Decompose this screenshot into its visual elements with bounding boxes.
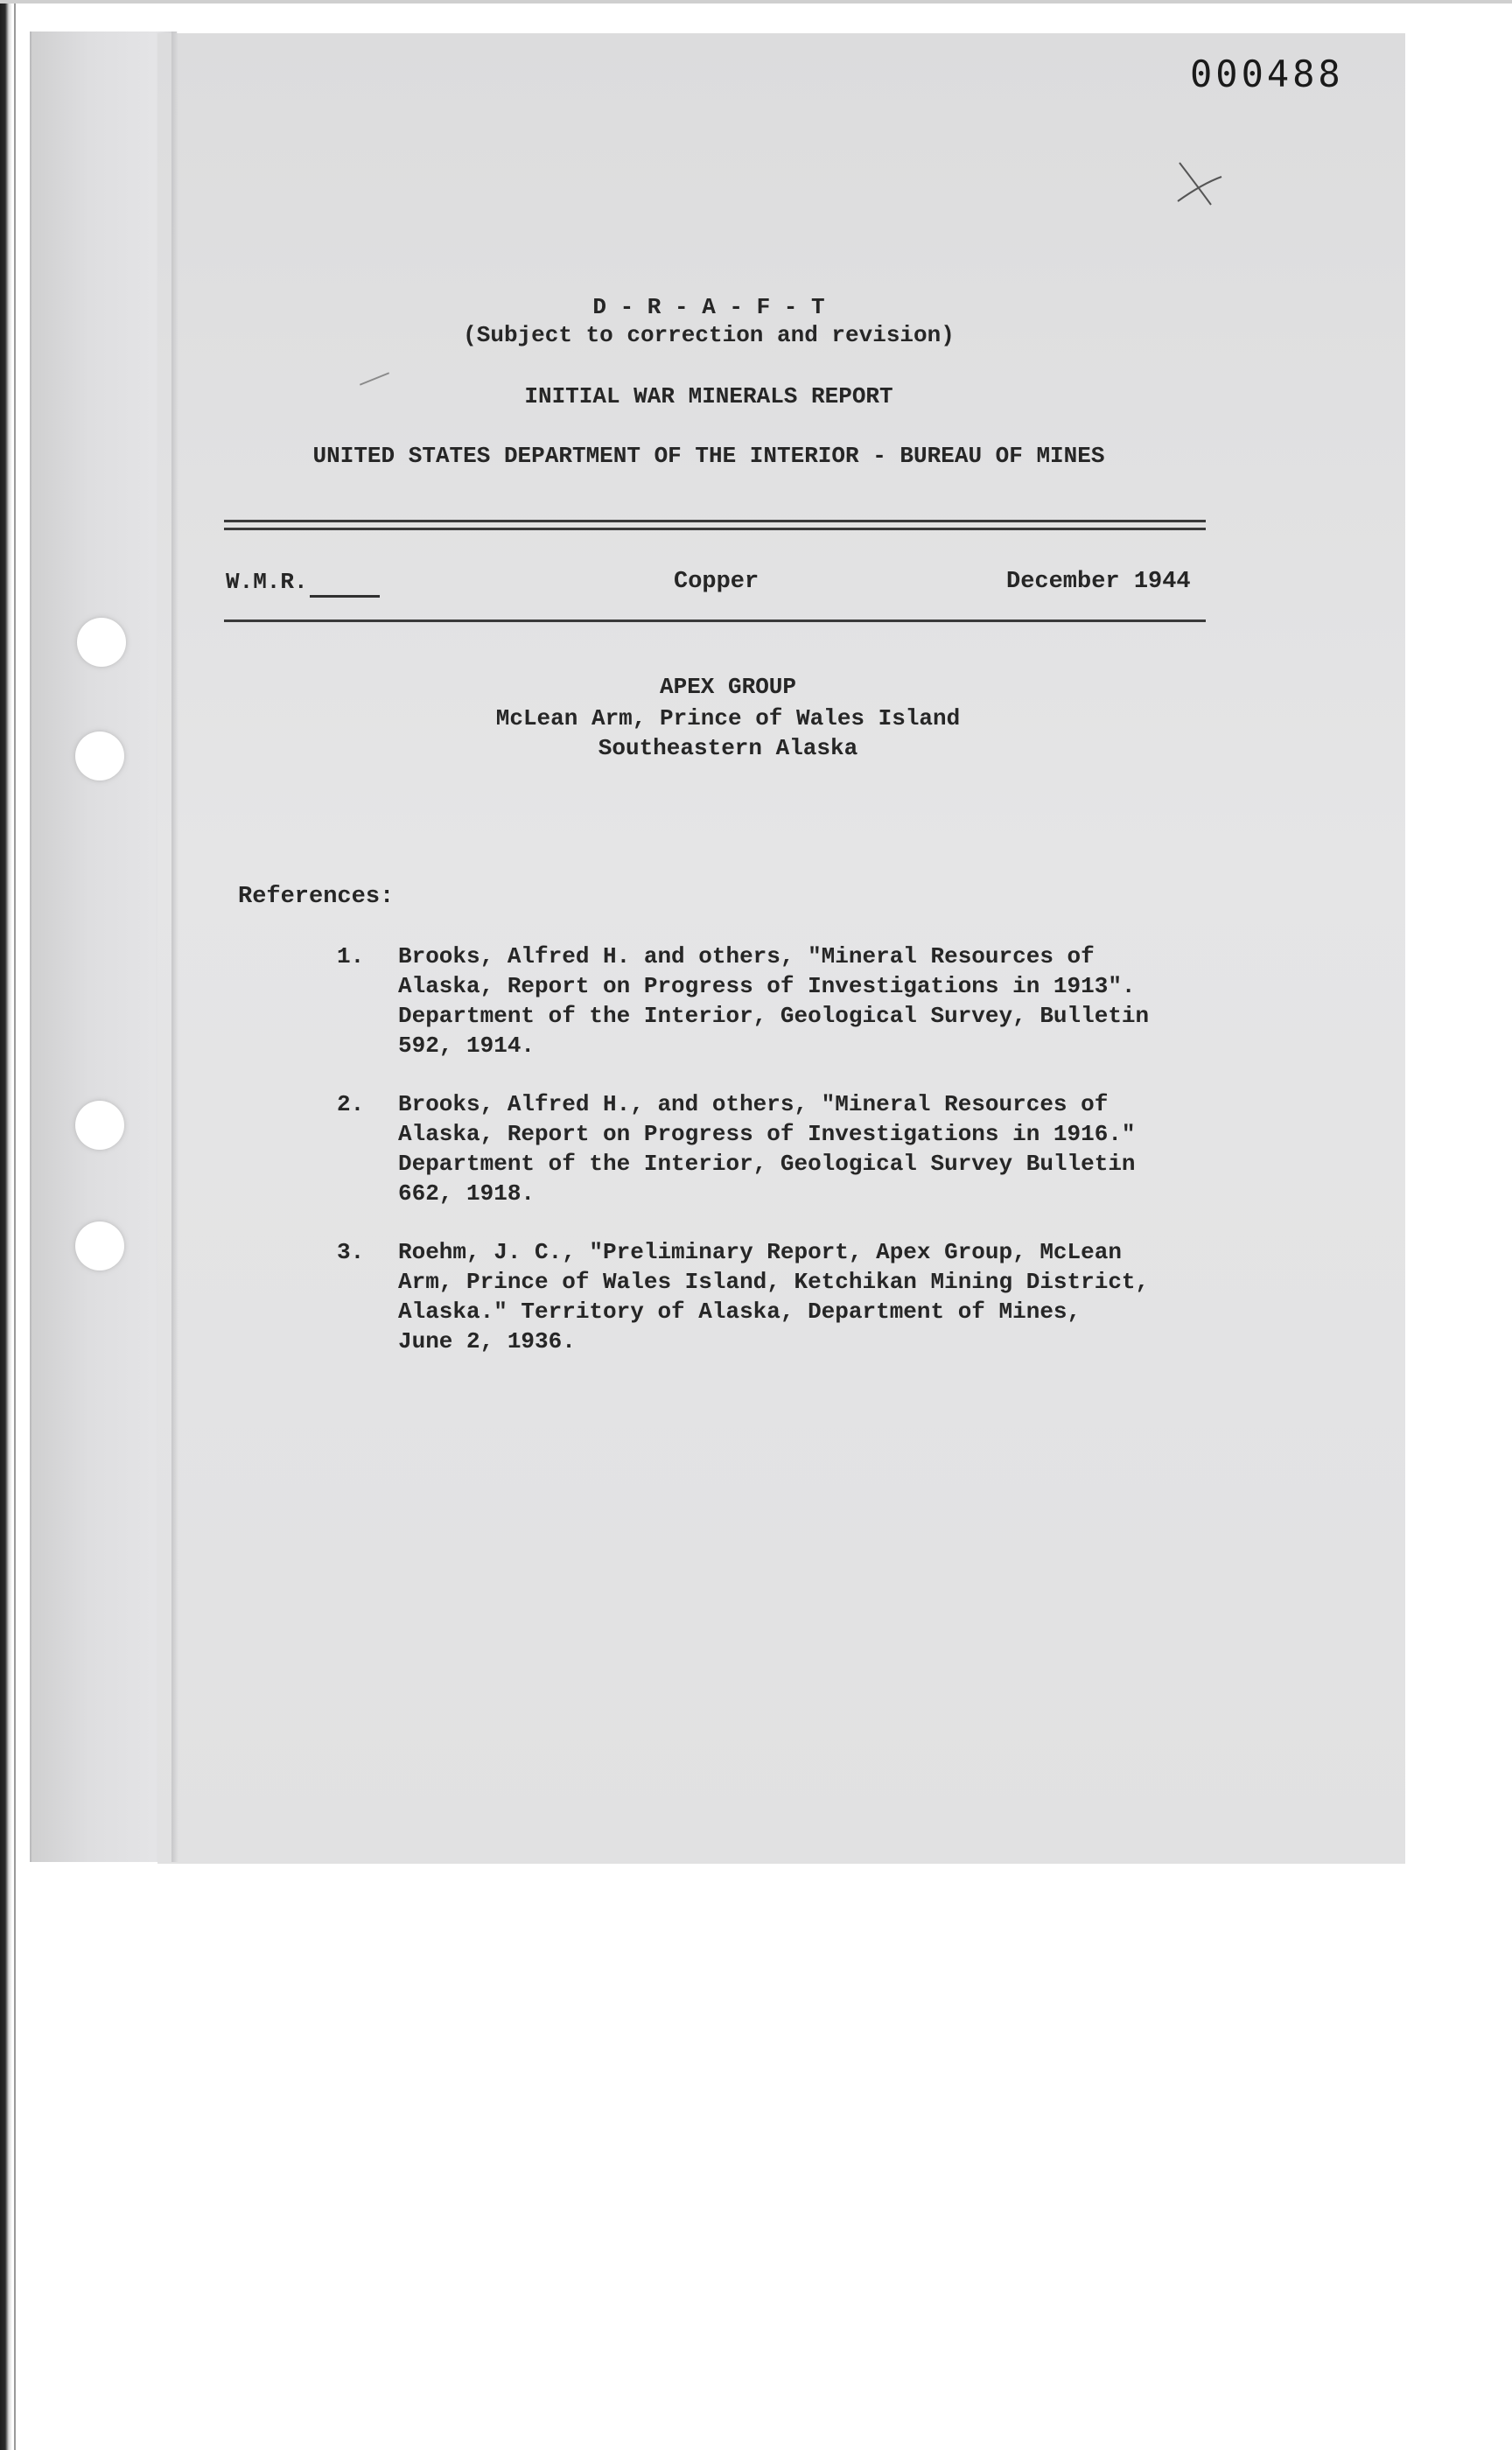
references-heading: References: xyxy=(238,884,395,910)
scan-frame-line xyxy=(14,0,16,2450)
wmr-field xyxy=(226,569,380,598)
x-mark-icon xyxy=(1172,156,1225,208)
location-line-2: Southeastern Alaska xyxy=(598,735,858,761)
agency-line: UNITED STATES DEPARTMENT OF THE INTERIOR - BUREAU OF MINES xyxy=(312,443,1105,469)
punch-hole-icon xyxy=(75,732,124,780)
punch-hole-icon xyxy=(75,1101,124,1150)
reference-number: 1. xyxy=(337,943,365,970)
reference-item xyxy=(337,942,1212,1064)
draft-title: D - R - A - F - T xyxy=(592,294,825,320)
double-rule-top xyxy=(224,520,1206,522)
wmr-label: W.M.R. xyxy=(226,569,308,595)
report-type: INITIAL WAR MINERALS REPORT xyxy=(524,383,893,410)
scan-top-edge xyxy=(0,0,1512,4)
reference-item xyxy=(337,1089,1212,1212)
binding-shadow xyxy=(172,32,178,1862)
page-stamp-number: 000488 xyxy=(1190,52,1344,95)
reference-text: Brooks, Alfred H. and others, "Mineral Resources of Alaska, Report on Progress of Investigations in 1913". Department of the Interior, Geological Survey, Bulletin 592, 1914. xyxy=(398,943,1150,1059)
reference-number: 2. xyxy=(337,1091,365,1117)
reference-number: 3. xyxy=(337,1239,365,1265)
wmr-blank xyxy=(310,569,380,598)
scan-frame-edge xyxy=(0,0,12,2450)
reference-text: Brooks, Alfred H., and others, "Mineral Resources of Alaska, Report on Progress of Investigations in 1916." Department of the Interior, Geological Survey Bulletin 662, 1918. xyxy=(398,1091,1136,1207)
report-date: December 1944 xyxy=(1006,569,1191,595)
commodity: Copper xyxy=(674,569,760,595)
location-line-1: McLean Arm, Prince of Wales Island xyxy=(495,705,961,732)
double-rule-bottom xyxy=(224,528,1206,530)
punch-hole-icon xyxy=(75,1222,124,1270)
punch-hole-icon xyxy=(77,618,126,667)
reference-item xyxy=(337,1237,1212,1360)
single-rule xyxy=(224,620,1206,622)
binding-strip xyxy=(30,32,177,1862)
property-name: APEX GROUP xyxy=(659,674,797,700)
reference-text: Roehm, J. C., "Preliminary Report, Apex Group, McLean Arm, Prince of Wales Island, Ketchikan Mining District, Alaska." Territory of Alaska, Department of Mines, June 2, 1936. xyxy=(398,1239,1150,1354)
draft-note: (Subject to correction and revision) xyxy=(463,322,955,348)
